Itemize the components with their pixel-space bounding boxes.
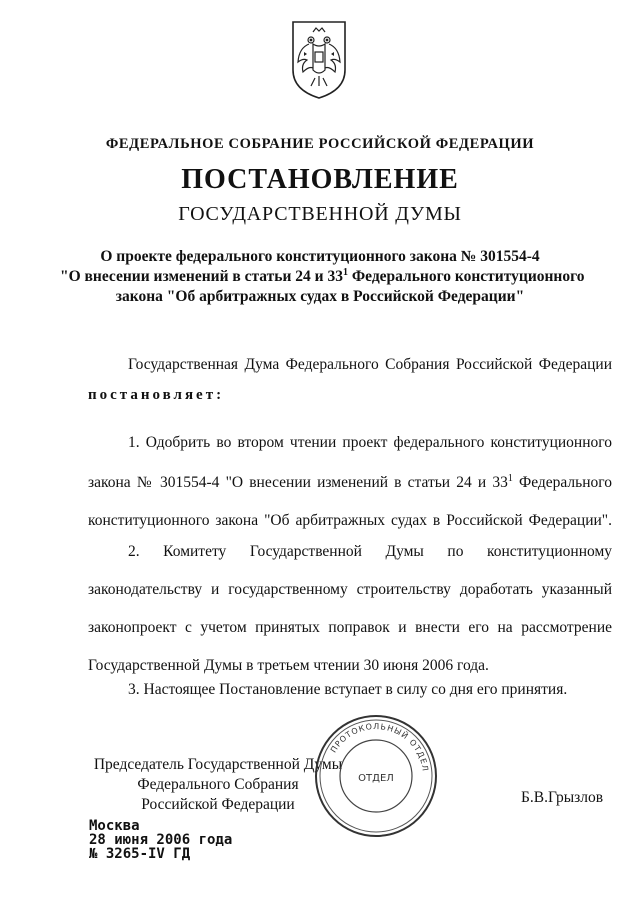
footer-city: Москва <box>89 818 140 834</box>
signatory-name: Б.В.Грызлов <box>521 789 604 806</box>
superscript: 1 <box>342 267 348 278</box>
item-2-line-2: законодательству и государственному строительству доработать указанный <box>88 581 612 598</box>
signatory-title <box>88 755 348 815</box>
decree-word: постановляет: <box>88 387 225 403</box>
item-1-line-2-part-a: закона № 301554-4 "О внесении изменений в статьи 24 и 33 <box>88 474 508 491</box>
stamp-ring-text: ПРОТОКОЛЬНЫЙ ОТДЕЛ <box>328 721 430 773</box>
signatory-title-line-2: Федерального Собрания <box>137 776 299 793</box>
item-2-line-3: законопроект с учетом принятых поправок и внести его на рассмотрение <box>88 619 612 636</box>
signatory-title-line-1: Председатель Государственной Думы <box>93 756 343 773</box>
subject-line-1: О проекте федерального конституционного закона № 301554-4 <box>100 248 540 265</box>
footer-date: 28 июня 2006 года <box>89 832 233 848</box>
document-type-title: ПОСТАНОВЛЕНИЕ <box>181 164 459 195</box>
item-2-line-1: 2. Комитету Государственной Думы по конституционному <box>128 543 612 560</box>
subject-line-2-part-a: "О внесении изменений в статьи 24 и 33 <box>60 268 343 285</box>
organization-heading: ФЕДЕРАЛЬНОЕ СОБРАНИЕ РОССИЙСКОЙ ФЕДЕРАЦИИ <box>105 136 535 152</box>
stamp-center-text: ОТДЕЛ <box>358 773 394 784</box>
subject-line-2 <box>60 267 585 287</box>
item-1-line-2-part-b: Федерального <box>512 474 612 491</box>
document-subject <box>60 247 585 307</box>
item-1-line-1: 1. Одобрить во втором чтении проект федерального конституционного <box>128 434 612 451</box>
item-1-line-2 <box>88 473 612 493</box>
subject-line-3: закона "Об арбитражных судах в Российской Федерации" <box>115 288 525 305</box>
document-issuer: ГОСУДАРСТВЕННОЙ ДУМЫ <box>178 203 462 225</box>
item-1-line-3: конституционного закона "Об арбитражных судах в Российской Федерации". <box>88 512 612 529</box>
subject-line-2-part-b: Федерального конституционного <box>347 268 585 285</box>
footer-registration <box>89 819 232 861</box>
intro-paragraph: Государственная Дума Федерального Собрания Российской Федерации <box>128 356 612 373</box>
item-3: 3. Настоящее Постановление вступает в силу со дня его принятия. <box>128 681 568 698</box>
superscript: 1 <box>507 473 513 484</box>
item-2-line-4: Государственной Думы в третьем чтении 30 июня 2006 года. <box>88 657 489 674</box>
footer-number: № 3265-IV ГД <box>89 846 191 862</box>
coat-of-arms-icon <box>289 18 349 102</box>
official-seal-stamp <box>313 713 439 839</box>
signatory-title-line-3: Российской Федерации <box>141 796 295 813</box>
